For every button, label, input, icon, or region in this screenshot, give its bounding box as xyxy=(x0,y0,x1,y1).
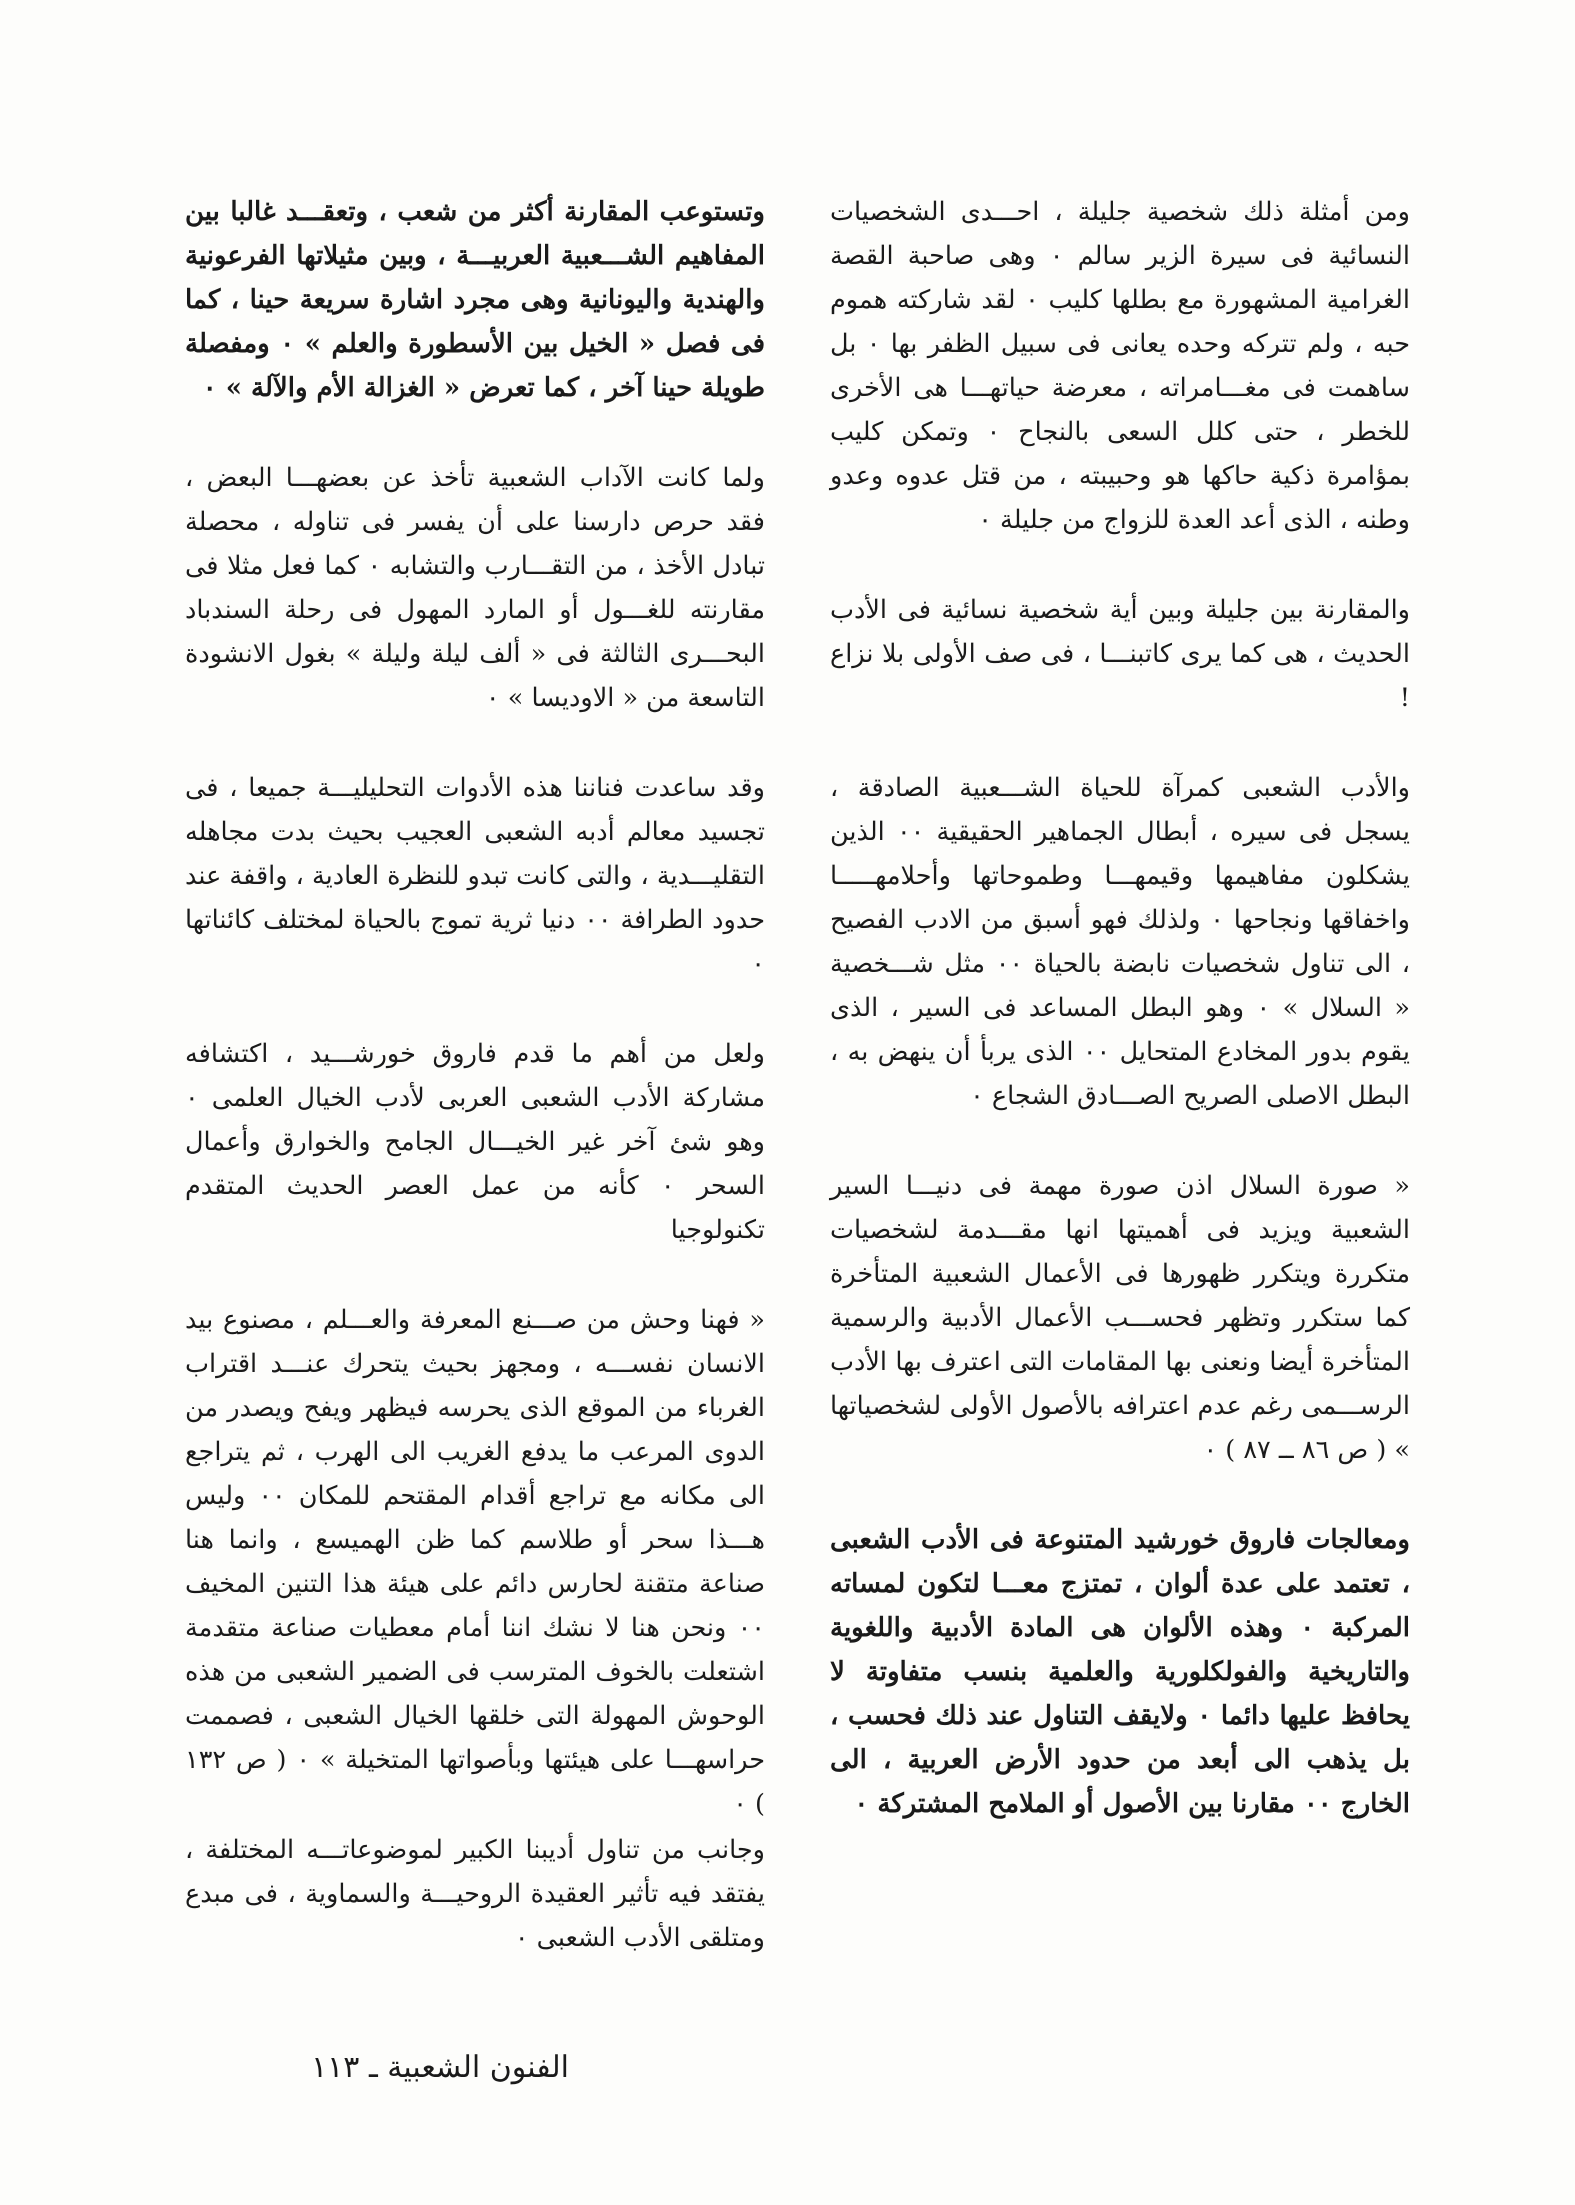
paragraph-folk-literature: والأدب الشعبى كمرآة للحياة الشـــعبية الصادقة ، يسجل فى سيره ، أبطال الجماهير الحقيقية ٠٠ الذين يشكلون مفاهيمها وقيمهـــا وطموحاتها وأحلامهـــــا واخفاقها ونجاحها ٠ ولذلك فهو أسبق من الادب الفصيح ، الى تناول شخصيات نابضة بالحياة ٠٠ مثل شـــخصية « السلال » ٠ وهو البطل المساعد فى السير ، الذى يقوم بدور المخادع المتحايل ٠٠ الذى يربأ أن ينهض به ، البطل الاصلى الصريح الصـــادق الشجاع ٠ xyxy=(830,773,1410,1111)
paragraph-comparison-peoples: وتستوعب المقارنة أكثر من شعب ، وتعقـــد غالبا بين المفاهيم الشـــعبية العربيـــة ، وبين مثيلاتها الفرعونية والهندية واليونانية وهى مجرد اشارة سريعة حينا ، كما فى فصل « الخيل بين الأسطورة والعلم » ٠ ومفصلة طويلة حينا آخر ، كما تعرض « الغزالة الأم والآلة » ٠ xyxy=(185,197,766,403)
paragraph-treatments: ومعالجات فاروق خورشيد المتنوعة فى الأدب الشعبى ، تعتمد على عدة ألوان ، تمتزج معـــا لتكون لمساته المركبة ٠ وهذه الألوان هى المادة الأدبية واللغوية والتاريخية والفولكلورية والعلمية بنسب متفاوتة لا يحافظ عليها دائما ٠ ولايقف التناول عند ذلك فحسب ، بل يذهب الى أبعد من حدود الأرض العربية ، الى الخارج ٠٠ مقارنا بين الأصول أو الملامح المشتركة ٠ xyxy=(830,1525,1411,1819)
paragraph-jalila: ومن أمثلة ذلك شخصية جليلة ، احـــدى الشخصيات النسائية فى سيرة الزير سالم ٠ وهى صاحبة القصة الغرامية المشهورة مع بطلها كليب ٠ لقد شاركته هموم حبه ، ولم تتركه وحده يعانى فى سبيل الظفر بها ٠ بل ساهمت فى مغـــامراته ، معرضة حياتهـــا هى الأخرى للخطر ، حتى كلل السعى بالنجاح ٠ وتمكن كليب بمؤامرة ذكية حاكها هو وحبيبته ، من قتل عدوه وعدو وطنه ، الذى أعد العدة للزواج من جليلة ٠ xyxy=(830,197,1410,535)
paragraph-monster-quote: « فهنا وحش من صـــنع المعرفة والعـــلم ، مصنوع بيد الانسان نفســـه ، ومجهز بحيث يتحرك عنـــد اقتراب الغرباء من الموقع الذى يحرسه فيظهر ويفح ويصدر من الدوى المرعب ما يدفع الغريب الى الهرب ، ثم يتراجع الى مكانه مع تراجع أقدام المقتحم للمكان ٠٠ وليس هـــذا سحر أو طلاسم كما ظن الهميسع ، وانما هنا صناعة متقنة لحارس دائم على هيئة هذا التنين المخيف ٠٠ ونحن هنا لا نشك اننا أمام معطيات صناعة متقدمة اشتعلت بالخوف المترسب فى الضمير الشعبى من هذه الوحوش المهولة التى خلقها الخيال الشعبى ، فصممت حراسهـــا على هيئتها وبأصواتها المتخيلة » ٠ ( ص ١٣٢ ) ٠ xyxy=(185,1305,765,1819)
paragraph-analytical-tools: وقد ساعدت فناننا هذه الأدوات التحليليـــة جميعا ، فى تجسيد معالم أدبه الشعبى العجيب بحيث بدت مجاهله التقليـــدية ، والتى كانت تبدو للنظرة العادية ، واقفة عند حدود الطرافة ٠٠ دنيا ثرية تموج بالحياة لمختلف كائناتها ٠ xyxy=(185,773,765,979)
paragraph-spiritual-belief: وجانب من تناول أديبنا الكبير لموضوعاتـــه المختلفة ، يفتقد فيه تأثير العقيدة الروحيـــة والسماوية ، فى مبدع ومتلقى الأدب الشعبى ٠ xyxy=(185,1835,765,1953)
left-column xyxy=(185,190,765,2006)
paragraph-science-fiction: ولعل من أهم ما قدم فاروق خورشـــيد ، اكتشافه مشاركة الأدب الشعبى العربى لأدب الخيال العلمى ٠ وهو شئ آخر غير الخيـــال الجامح والخوارق وأعمال السحر ٠ كأنه من عمل العصر الحديث المتقدم تكنولوجيا xyxy=(185,1039,765,1245)
right-column xyxy=(830,190,1410,1872)
page-footer: الفنون الشعبية ـ ١١٣ xyxy=(311,2050,569,2085)
paragraph-literatures-exchange: ولما كانت الآداب الشعبية تأخذ عن بعضهـــا البعض ، فقد حرص دارسنا على أن يفسر فى تناوله ، محصلة تبادل الأخذ ، من التقـــارب والتشابه ٠ كما فعل مثلا فى مقارنته للغـــول أو المارد المهول فى رحلة السندباد البحـــرى الثالثة فى « ألف ليلة وليلة » بغول الانشودة التاسعة من « الاوديسا » ٠ xyxy=(185,463,765,713)
paragraph-sallal-quote: « صورة السلال اذن صورة مهمة فى دنيـــا السير الشعبية ويزيد فى أهميتها انها مقـــدمة لشخصيات متكررة ويتكرر ظهورها فى الأعمال الشعبية المتأخرة كما ستكرر وتظهر فحســـب الأعمال الأدبية والرسمية المتأخرة أيضا ونعنى بها المقامات التى اعترف بها الأدب الرســـمى رغم عدم اعترافه بالأصول الأولى لشخصياتها » ( ص ٨٦ ــ ٨٧ ) ٠ xyxy=(830,1171,1410,1465)
paragraph-comparison: والمقارنة بين جليلة وبين أية شخصية نسائية فى الأدب الحديث ، هى كما يرى كاتبنـــا ، فى صف الأولى بلا نزاع ! xyxy=(830,595,1410,713)
